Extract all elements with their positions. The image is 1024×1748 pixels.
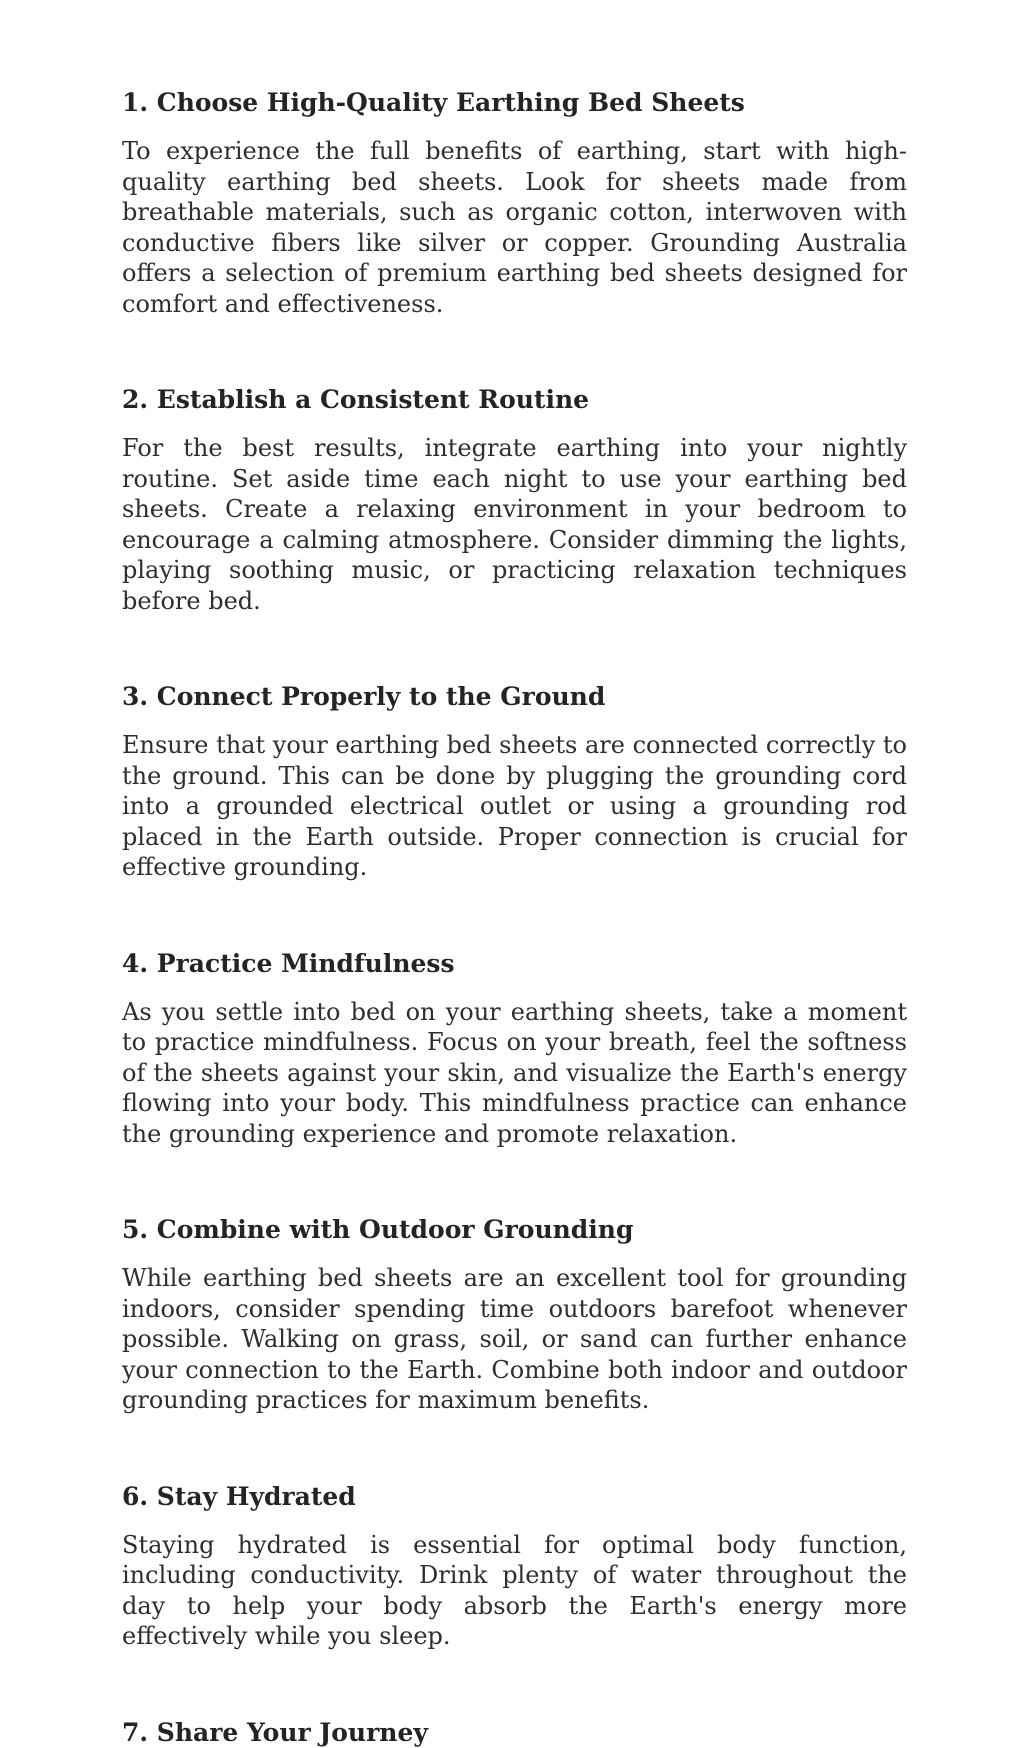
section-heading: 3. Connect Properly to the Ground bbox=[122, 682, 606, 711]
section-outdoor-grounding bbox=[122, 1215, 907, 1416]
section-heading: 5. Combine with Outdoor Grounding bbox=[122, 1215, 634, 1244]
section-choose-sheets bbox=[122, 88, 907, 319]
section-hydrated bbox=[122, 1482, 907, 1652]
section-paragraph: To experience the full benefits of earthing, start with high-quality earthing bed sheets. Look for sheets made from breathable materials, such as organic cotton, interwoven with conductive fibers like silver or copper. Grounding Australia offers a selection of premium earthing bed sheets designed for comfort and effectiveness. bbox=[122, 137, 907, 318]
section-paragraph: Ensure that your earthing bed sheets are connected correctly to the ground. This can be done by plugging the grounding cord into a grounded electrical outlet or using a grounding rod placed in the Earth outside. Proper connection is crucial for effective grounding. bbox=[122, 731, 907, 881]
section-heading: 1. Choose High-Quality Earthing Bed Sheets bbox=[122, 88, 745, 117]
section-share-journey bbox=[122, 1718, 907, 1748]
section-heading: 4. Practice Mindfulness bbox=[122, 948, 455, 978]
section-paragraph: While earthing bed sheets are an excellent tool for grounding indoors, consider spending time outdoors barefoot whenever possible. Walking on grass, soil, or sand can further enhance your connection to the Earth. Combine both indoor and outdoor grounding practices for maximum benefits. bbox=[122, 1264, 907, 1414]
section-heading: 6. Stay Hydrated bbox=[122, 1481, 356, 1511]
section-paragraph: As you settle into bed on your earthing sheets, take a moment to practice mindfulness. Focus on your breath, feel the softness of the sheets against your skin, and visualize the Earth's energy flowing into your body. This mindfulness practice can enhance the grounding experience and promote relaxation. bbox=[122, 997, 907, 1148]
section-heading: 7. Share Your Journey bbox=[122, 1717, 428, 1747]
section-paragraph: For the best results, integrate earthing into your nightly routine. Set aside time each night to use your earthing bed sheets. Create a relaxing environment in your bedroom to encourage a calming atmosphere. Consider dimming the lights, playing soothing music, or practicing relaxation techniques before bed. bbox=[122, 434, 907, 615]
section-mindfulness bbox=[122, 949, 907, 1150]
section-connect-ground bbox=[122, 682, 907, 883]
section-heading: 2. Establish a Consistent Routine bbox=[122, 385, 590, 414]
section-paragraph: Staying hydrated is essential for optimal body function, including conductivity. Drink plenty of water throughout the day to help your body absorb the Earth's energy more effectively while you sleep. bbox=[122, 1530, 907, 1650]
section-routine bbox=[122, 385, 907, 616]
